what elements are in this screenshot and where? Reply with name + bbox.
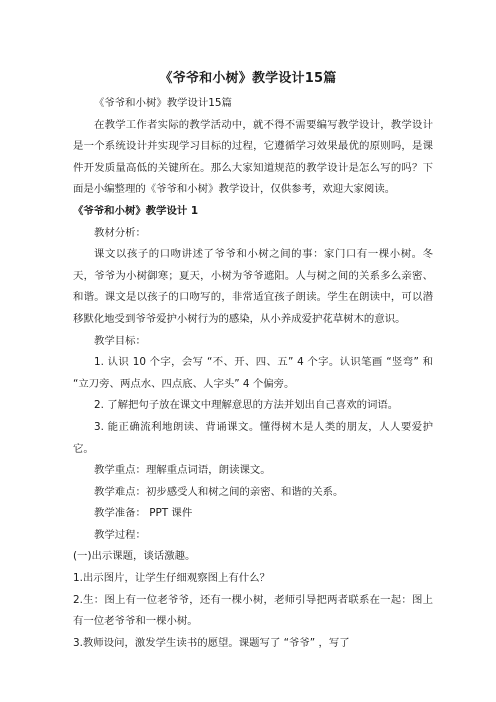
document-title: 《爷爷和小树》教学设计15篇: [159, 71, 337, 86]
paragraph: 课文以孩子的口吻讲述了爷爷和小树之间的事：家门口有一棵小树。冬天，爷爷为小树御寒；夏天，小树为爷爷遮阳。人与树之间的关系多么亲密、和谐。课文是以孩子的口吻写的，非常适宜孩子朗读。学生在朗读中，可以潜移默化地受到爷爷爱护小树行为的感染，从小养成爱护花草树木的意识。: [73, 248, 433, 325]
paragraph: 在教学工作者实际的教学活动中，就不得不需要编写教学设计，教学设计是一个系统设计并实现学习目标的过程，它遵循学习效果最优的原则吗，是课件开发质量高低的关键所在。那么大家知道规范的教学设计是怎么写的吗？下面是小编整理的《爷爷和小树》教学设计，仅供参考，欢迎大家阅读。: [73, 118, 433, 196]
paragraph: 2. 了解把句子放在课文中理解意思的方法并划出自己喜欢的词语。: [94, 399, 399, 412]
paragraph: 教材分析：: [94, 226, 146, 239]
document-body: [73, 93, 433, 654]
paragraph: 教学准备： PPT 课件: [94, 507, 193, 520]
paragraph: 1.出示图片，让学生仔细观察图上有什么？: [73, 572, 270, 585]
paragraph: 3. 能正确流利地朗读、背诵课文。懂得树木是人类的朋友，人人要爱护它。: [73, 420, 433, 455]
paragraph: 1. 认识 10 个字，会写 “不、开、四、五” 4 个字。认识笔画 “竖弯” 和 “立刀旁、两点水、四点底、人字头” 4 个偏旁。: [73, 356, 433, 390]
paragraph: 教学过程：: [94, 528, 146, 541]
paragraph: 《爷爷和小树》教学设计15篇: [94, 97, 232, 109]
paragraph: 教学重点：理解重点词语，朗读课文。: [94, 464, 271, 477]
paragraph: 2.生：图上有一位老爷爷，还有一棵小树，老师引导把两者联系在一起：图上有一位老爷爷和一棵小树。: [73, 593, 433, 628]
paragraph: 3.教师设问，激发学生读书的愿望。课题写了 “爷爷” ，写了: [73, 636, 350, 649]
paragraph: 教学难点：初步感受人和树之间的亲密、和谐的关系。: [94, 485, 344, 498]
section-heading: 《爷爷和小树》教学设计 1: [73, 204, 199, 217]
paragraph: (一)出示课题，谈话激趣。: [73, 550, 196, 563]
paragraph: 教学目标：: [94, 334, 146, 347]
